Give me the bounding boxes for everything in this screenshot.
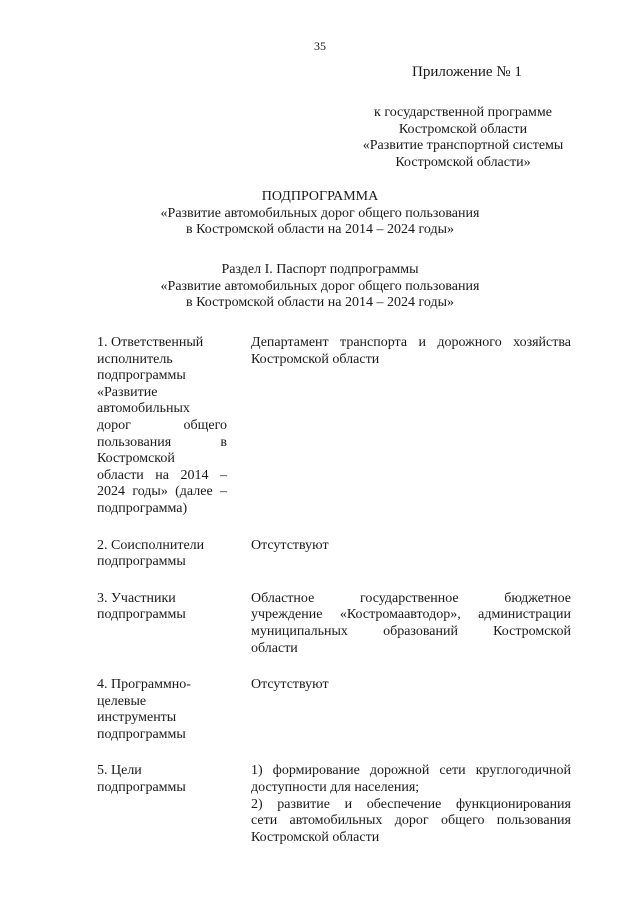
- passport-row-label: [97, 763, 227, 846]
- value-line: доступности для населения;: [251, 780, 420, 796]
- passport-row-value: [251, 538, 571, 571]
- value-line: 2) развитие и обеспечение функционирования: [251, 796, 571, 812]
- label-line: 1. Ответственный: [97, 335, 204, 350]
- label-line: автомобильных: [97, 401, 190, 417]
- value-line: Областное государственное бюджетное: [251, 590, 571, 606]
- label-line: дорог общего: [97, 417, 227, 433]
- passport-row-label: [97, 677, 227, 743]
- value-line: области: [251, 640, 298, 656]
- label-line: подпрограммы: [97, 554, 186, 570]
- label-line: области на 2014 –: [97, 467, 227, 483]
- appendix-reference: [356, 105, 570, 171]
- label-line: 5. Цели: [97, 763, 142, 779]
- label-line: подпрограммы: [97, 368, 186, 384]
- subprogram-name-line: «Развитие автомобильных дорог общего пользования: [160, 205, 480, 221]
- appendix-title: Приложение № 1: [412, 64, 522, 80]
- subprogram-name-line: в Костромской области на 2014 – 2024 годы»: [185, 222, 455, 238]
- subprogram-heading: ПОДПРОГРАММА: [261, 189, 379, 204]
- value-line: Костромской области: [251, 829, 380, 845]
- passport-row-label: [97, 335, 227, 518]
- label-line: подпрограммы: [97, 780, 186, 796]
- passport-row-value: [251, 763, 571, 846]
- value-line: Департамент транспорта и дорожного хозяйства: [251, 335, 571, 350]
- passport-row-instruments: [97, 677, 571, 743]
- label-line: «Развитие: [97, 384, 158, 400]
- section-name-line: в Костромской области на 2014 – 2024 годы»: [185, 295, 455, 311]
- label-line: Костромской: [97, 451, 175, 467]
- label-line: подпрограммы: [97, 726, 186, 742]
- subprogram-title: [0, 189, 640, 239]
- passport-row-value: [251, 677, 571, 743]
- value-line: Отсутствуют: [251, 537, 329, 553]
- passport-row-coexecutors: [97, 538, 571, 571]
- page-number: 35: [314, 39, 326, 53]
- passport-row-label: [97, 538, 227, 571]
- label-line: подпрограмма): [97, 500, 188, 516]
- label-line: исполнитель: [97, 351, 173, 367]
- value-line: учреждение «Костромаавтодор», администрации: [251, 607, 571, 623]
- section-heading: Раздел I. Паспорт подпрограммы: [221, 262, 419, 277]
- value-line: Отсутствуют: [251, 677, 329, 693]
- appendix-line: Костромской области: [398, 121, 528, 137]
- label-line: инструменты: [97, 710, 177, 726]
- value-line: Костромской области: [251, 351, 380, 367]
- label-line: подпрограммы: [97, 607, 186, 623]
- appendix-line: к государственной программе: [374, 105, 552, 120]
- value-line: муниципальных образований Костромской: [251, 623, 571, 639]
- passport-row-value: [251, 591, 571, 657]
- passport-row-label: [97, 591, 227, 657]
- value-line: сети автомобильных дорог общего пользования: [251, 813, 571, 829]
- label-line: 3. Участники: [97, 590, 176, 606]
- appendix-line: «Развитие транспортной системы: [362, 138, 564, 154]
- passport-row-goals: [97, 763, 571, 846]
- label-line: 2024 годы» (далее –: [97, 484, 227, 500]
- section-name-line: «Развитие автомобильных дорог общего пользования: [160, 278, 480, 294]
- passport-table: [97, 335, 571, 846]
- value-line: 1) формирование дорожной сети круглогодичной: [251, 763, 571, 779]
- passport-row-value: [251, 335, 571, 518]
- label-line: пользования в: [97, 434, 227, 450]
- passport-row-responsible: [97, 335, 571, 518]
- label-line: 2. Соисполнители: [97, 537, 205, 553]
- appendix-line: Костромской области»: [395, 154, 531, 170]
- label-line: 4. Программно-: [97, 677, 191, 693]
- passport-row-participants: [97, 591, 571, 657]
- label-line: целевые: [97, 693, 147, 709]
- section-title: [0, 262, 640, 312]
